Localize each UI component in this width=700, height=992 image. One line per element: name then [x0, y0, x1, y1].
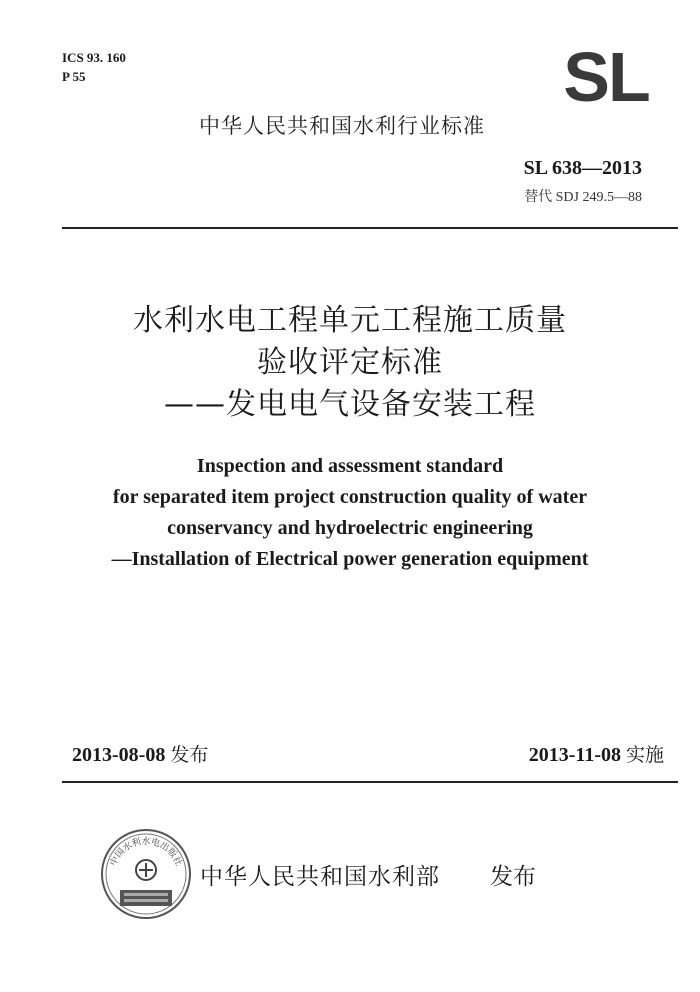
classification-codes: [62, 48, 126, 86]
en-title-line-4: —Installation of Electrical power generation equipment: [111, 548, 589, 570]
seal-arc-text: 中国水利水电出版社: [108, 837, 184, 868]
sl-logo-text: SL: [563, 46, 649, 108]
publisher-seal-icon: [98, 826, 194, 922]
cn-title-line-3: ——发电电气设备安装工程: [164, 387, 536, 422]
en-title-line-2: for separated item project construction quality of water: [112, 486, 588, 508]
implementation-date-label: 实施: [625, 744, 664, 766]
issue-date-value: 2013-08-08: [72, 744, 166, 766]
issue-date-label: 发布: [170, 744, 209, 766]
cn-title-line-1: 水利水电工程单元工程施工质量: [133, 303, 567, 338]
implementation-date: [529, 740, 664, 767]
ministry-standard-title: 中华人民共和国水利行业标准: [199, 114, 485, 138]
ics-code: ICS 93. 160: [62, 50, 126, 65]
standard-number: SL 638—2013: [523, 157, 642, 179]
publish-label: 发布: [490, 864, 536, 890]
replaces-standard: 替代 SDJ 249.5—88: [524, 190, 642, 205]
sl-logo: [550, 46, 662, 108]
publisher-name: 中华人民共和国水利部: [200, 864, 440, 890]
ccs-code: P 55: [62, 69, 86, 84]
issue-date: [72, 740, 208, 767]
top-divider: [62, 227, 678, 229]
en-title-line-1: Inspection and assessment standard: [196, 455, 504, 477]
en-title-line-3: conservancy and hydroelectric engineering: [167, 517, 533, 539]
implementation-date-value: 2013-11-08: [528, 744, 621, 766]
bottom-divider: [62, 781, 678, 783]
cn-title-line-2: 验收评定标准: [257, 345, 443, 380]
